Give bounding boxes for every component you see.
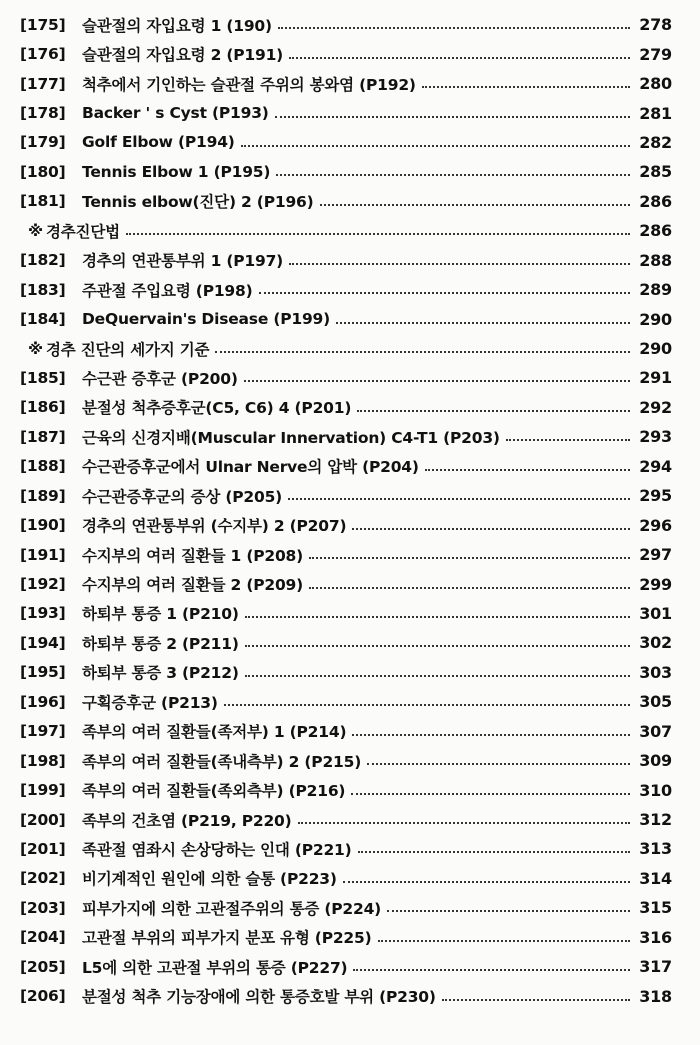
entry-number: [206] (20, 987, 66, 1006)
dot-leader (378, 939, 631, 942)
table-of-contents (20, 10, 672, 1011)
entry-number: [182] (20, 251, 66, 270)
toc-entry (20, 952, 672, 981)
entry-title: L5에 의한 고관절 부위의 통증 (P227) (82, 958, 348, 977)
entry-number: [175] (20, 15, 66, 34)
entry-number: [188] (20, 457, 66, 476)
entry-title: 족부의 여러 질환들(족외측부) (P216) (82, 782, 346, 801)
entry-number: [193] (20, 604, 66, 623)
toc-entry (20, 187, 672, 216)
toc-entry (20, 393, 672, 422)
entry-page-number: 289 (639, 280, 672, 300)
entry-number: [199] (20, 781, 66, 800)
toc-entry (20, 599, 672, 628)
entry-title: 족부의 여러 질환들(족저부) 1 (P214) (82, 723, 347, 742)
entry-page-number: 312 (639, 810, 672, 830)
entry-title: 구획증후군 (P213) (82, 693, 218, 712)
entry-number: [183] (20, 280, 66, 299)
entry-page-number: 286 (639, 221, 672, 241)
dot-leader (442, 998, 630, 1001)
dot-leader (367, 762, 630, 765)
entry-number: [184] (20, 310, 66, 329)
entry-page-number: 301 (639, 603, 672, 623)
entry-page-number: 290 (639, 309, 672, 329)
dot-leader (351, 792, 630, 795)
entry-page-number: 282 (639, 132, 672, 152)
dot-leader (244, 379, 630, 382)
dot-leader (289, 56, 630, 59)
entry-number: [204] (20, 928, 66, 947)
entry-number: [186] (20, 398, 66, 417)
toc-entry (20, 481, 672, 510)
toc-entry (20, 628, 672, 657)
entry-number: [178] (20, 104, 66, 123)
toc-entry (20, 98, 672, 127)
entry-page-number: 313 (639, 839, 672, 859)
toc-entry (20, 69, 672, 98)
entry-title: Golf Elbow (P194) (82, 133, 235, 152)
entry-title: 수근관증후군에서 Ulnar Nerve의 압박 (P204) (82, 458, 419, 477)
note-mark: ※ (28, 221, 43, 240)
entry-title: 족부의 여러 질환들(족내측부) 2 (P215) (82, 752, 362, 771)
entry-page-number: 307 (639, 721, 672, 741)
toc-entry (20, 39, 672, 68)
dot-leader (353, 968, 630, 971)
entry-page-number: 292 (639, 397, 672, 417)
entry-title: 비기계적인 원인에 의한 슬통 (P223) (82, 870, 337, 889)
entry-page-number: 309 (639, 751, 672, 771)
toc-entry (20, 893, 672, 922)
dot-leader (289, 262, 630, 265)
toc-entry (20, 246, 672, 275)
dot-leader (298, 821, 630, 824)
entry-number: [177] (20, 74, 66, 93)
entry-number: [205] (20, 957, 66, 976)
toc-entry (20, 304, 672, 333)
entry-page-number: 305 (639, 692, 672, 712)
entry-title: 경추 진단의 세가지 기준 (46, 340, 210, 359)
toc-entry (20, 452, 672, 481)
entry-page-number: 318 (639, 986, 672, 1006)
entry-number: [202] (20, 869, 66, 888)
entry-number: [176] (20, 45, 66, 64)
dot-leader (387, 909, 630, 912)
toc-entry (20, 157, 672, 186)
dot-leader (336, 321, 630, 324)
entry-number: [179] (20, 133, 66, 152)
dot-leader (215, 350, 630, 353)
entry-number: [196] (20, 692, 66, 711)
entry-number: [200] (20, 810, 66, 829)
entry-page-number: 290 (639, 339, 672, 359)
entry-title: 경추진단법 (46, 222, 120, 241)
entry-number: [201] (20, 839, 66, 858)
toc-entry (20, 775, 672, 804)
dot-leader (320, 203, 631, 206)
toc-entry (20, 275, 672, 304)
toc-entry (20, 687, 672, 716)
entry-page-number: 315 (639, 898, 672, 918)
toc-entry (20, 834, 672, 863)
dot-leader (259, 291, 631, 294)
dot-leader (506, 438, 630, 441)
entry-title: DeQuervain's Disease (P199) (82, 310, 331, 329)
entry-title: Tennis Elbow 1 (P195) (82, 162, 271, 181)
entry-title: 하퇴부 통증 1 (P210) (82, 605, 239, 624)
entry-title: 하퇴부 통증 2 (P211) (82, 634, 239, 653)
entry-page-number: 303 (639, 662, 672, 682)
toc-entry (20, 717, 672, 746)
dot-leader (126, 232, 630, 235)
entry-title: Tennis elbow(진단) 2 (P196) (82, 193, 314, 212)
entry-page-number: 278 (639, 15, 672, 35)
entry-page-number: 314 (639, 868, 672, 888)
entry-page-number: 288 (639, 250, 672, 270)
entry-title: 경추의 연관통부위 (수지부) 2 (P207) (82, 517, 347, 536)
entry-page-number: 295 (639, 486, 672, 506)
entry-page-number: 310 (639, 780, 672, 800)
entry-title: 수근관 증후군 (P200) (82, 369, 238, 388)
entry-title: Backer ' s Cyst (P193) (82, 104, 269, 123)
entry-page-number: 286 (639, 191, 672, 211)
entry-title: 피부가지에 의한 고관절주위의 통증 (P224) (82, 899, 382, 918)
entry-page-number: 297 (639, 545, 672, 565)
entry-title: 수지부의 여러 질환들 1 (P208) (82, 546, 304, 565)
entry-number: [180] (20, 162, 66, 181)
toc-entry (20, 658, 672, 687)
entry-title: 수근관증후군의 증상 (P205) (82, 487, 283, 506)
entry-number: [185] (20, 368, 66, 387)
dot-leader (352, 527, 630, 530)
entry-page-number: 293 (639, 427, 672, 447)
entry-title: 척추에서 기인하는 슬관절 주위의 봉와염 (P192) (82, 75, 416, 94)
dot-leader (309, 556, 630, 559)
entry-number: [187] (20, 427, 66, 446)
dot-leader (358, 850, 630, 853)
dot-leader (224, 703, 630, 706)
entry-title: 경추의 연관통부위 1 (P197) (82, 252, 284, 271)
entry-page-number: 285 (639, 162, 672, 182)
entry-page-number: 302 (639, 633, 672, 653)
entry-title: 주관절 주입요령 (P198) (82, 281, 253, 300)
dot-leader (352, 733, 630, 736)
entry-title: 고관절 부위의 피부가지 분포 유형 (P225) (82, 929, 372, 948)
entry-title: 하퇴부 통증 3 (P212) (82, 664, 239, 683)
entry-page-number: 316 (639, 927, 672, 947)
dot-leader (422, 85, 630, 88)
dot-leader (241, 144, 630, 147)
dot-leader (288, 497, 630, 500)
toc-entry (20, 363, 672, 392)
entry-number: [190] (20, 516, 66, 535)
toc-entry (20, 216, 672, 245)
dot-leader (245, 644, 630, 647)
entry-page-number: 294 (639, 456, 672, 476)
entry-page-number: 296 (639, 515, 672, 535)
dot-leader (278, 26, 630, 29)
entry-number: [189] (20, 486, 66, 505)
entry-title: 족부의 건초염 (P219, P220) (82, 811, 292, 830)
entry-title: 분절성 척추증후군(C5, C6) 4 (P201) (82, 399, 352, 418)
toc-entry (20, 422, 672, 451)
entry-number: [192] (20, 575, 66, 594)
entry-page-number: 281 (639, 103, 672, 123)
dot-leader (425, 468, 630, 471)
entry-number: [203] (20, 898, 66, 917)
toc-entry (20, 923, 672, 952)
toc-entry (20, 510, 672, 539)
entry-title: 분절성 척추 기능장애에 의한 통증호발 부위 (P230) (82, 988, 436, 1007)
entry-page-number: 317 (639, 957, 672, 977)
entry-title: 족관절 염좌시 손상당하는 인대 (P221) (82, 840, 352, 859)
entry-title: 슬관절의 자입요령 2 (P191) (82, 46, 284, 65)
entry-number: [198] (20, 751, 66, 770)
dot-leader (343, 880, 630, 883)
entry-number: [197] (20, 722, 66, 741)
entry-number: [181] (20, 192, 66, 211)
dot-leader (245, 674, 630, 677)
toc-entry (20, 981, 672, 1010)
dot-leader (275, 115, 630, 118)
toc-entry (20, 805, 672, 834)
dot-leader (245, 615, 630, 618)
entry-number: [195] (20, 663, 66, 682)
note-mark: ※ (28, 339, 43, 358)
toc-entry (20, 128, 672, 157)
entry-page-number: 280 (639, 74, 672, 94)
toc-entry (20, 746, 672, 775)
entry-number: [194] (20, 633, 66, 652)
toc-entry (20, 864, 672, 893)
dot-leader (309, 586, 630, 589)
toc-entry (20, 10, 672, 39)
entry-page-number: 299 (639, 574, 672, 594)
toc-entry (20, 540, 672, 569)
entry-page-number: 279 (639, 44, 672, 64)
dot-leader (276, 173, 630, 176)
entry-title: 슬관절의 자입요령 1 (190) (82, 16, 272, 35)
toc-entry (20, 334, 672, 363)
entry-title: 수지부의 여러 질환들 2 (P209) (82, 576, 304, 595)
dot-leader (357, 409, 630, 412)
entry-title: 근육의 신경지배(Muscular Innervation) C4-T1 (P203) (82, 428, 500, 447)
entry-number: [191] (20, 545, 66, 564)
entry-page-number: 291 (639, 368, 672, 388)
toc-entry (20, 569, 672, 598)
